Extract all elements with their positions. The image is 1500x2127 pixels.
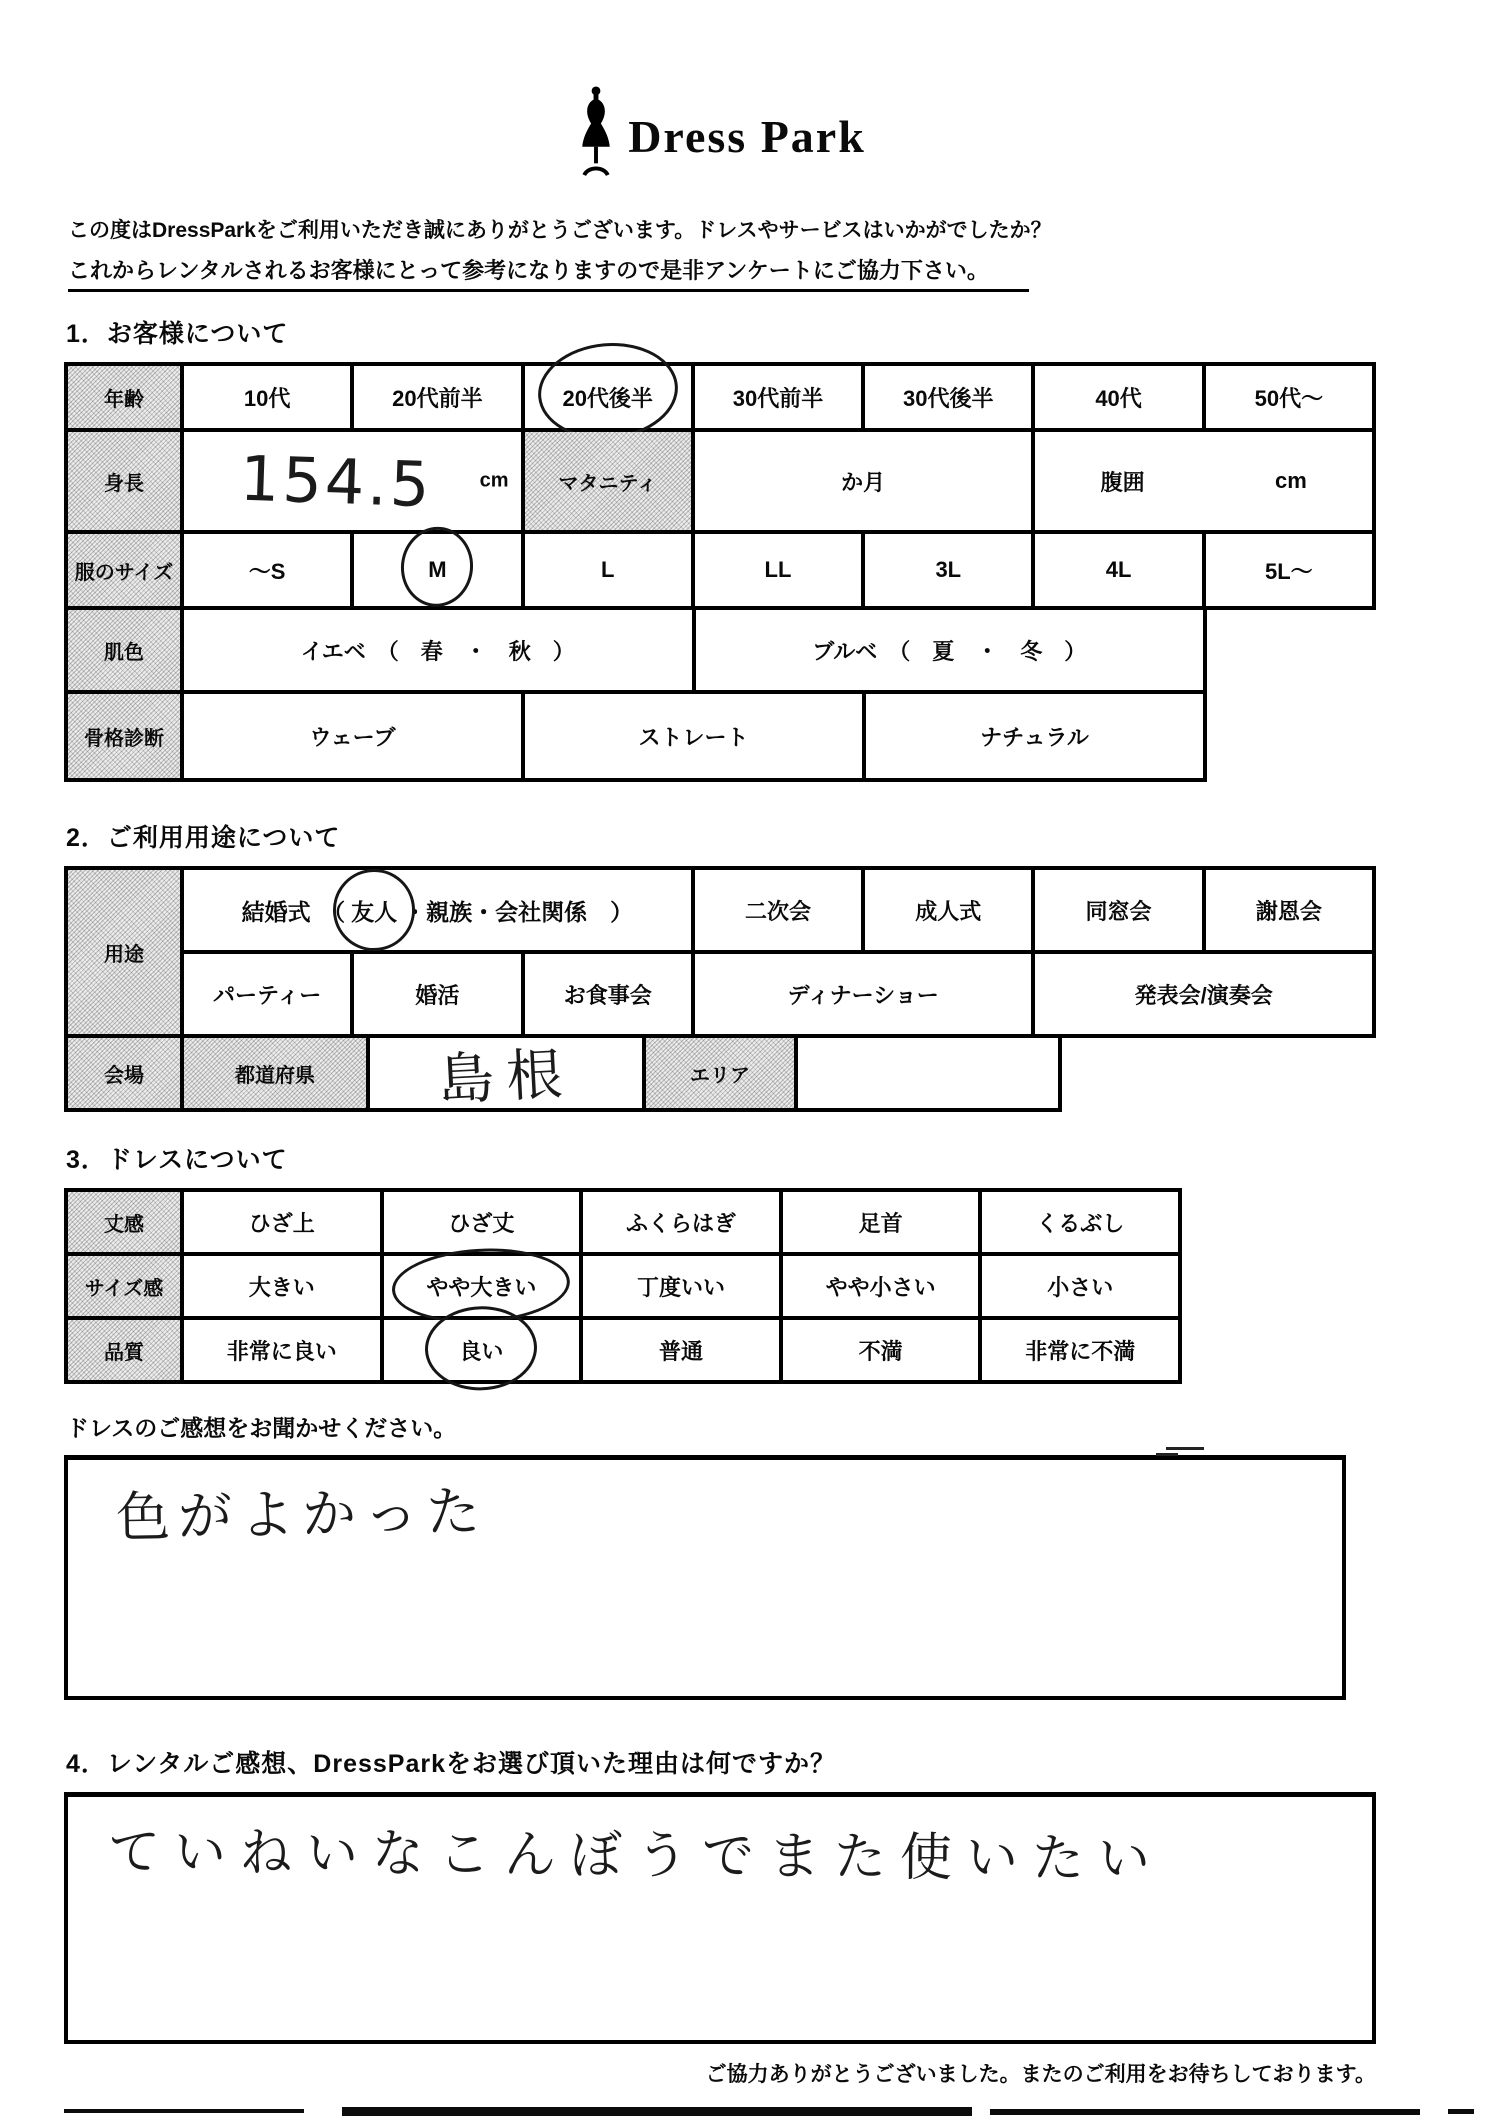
scan-artifact-mark <box>1156 1453 1178 1456</box>
fit-option: やや小さい <box>783 1256 979 1316</box>
age-option: 40代 <box>1035 366 1201 428</box>
scan-artifact-bar <box>64 2109 304 2113</box>
frame-label: 骨格診断 <box>68 694 180 778</box>
dress-comment-prompt: ドレスのご感想をお聞かせください。 <box>66 1415 457 1441</box>
size-option: 5L～ <box>1206 534 1372 606</box>
fit-option: やや大きい <box>384 1256 580 1316</box>
height-row <box>64 428 1376 534</box>
purpose-option: ディナーショー <box>695 954 1032 1034</box>
maternity-label: マタニティ <box>525 432 691 530</box>
prefecture-label: 都道府県 <box>184 1038 366 1108</box>
fit-option: 大きい <box>184 1256 380 1316</box>
age-option: 20代前半 <box>354 366 520 428</box>
length-option: ひざ丈 <box>384 1192 580 1252</box>
skin-row <box>64 606 1207 694</box>
venue-label: 会場 <box>68 1038 180 1108</box>
skin-option: イエベ （ 春 ・ 秋 ） <box>184 610 692 690</box>
section-4-heading: 4．レンタルご感想、DressParkをお選び頂いた理由は何ですか？ <box>66 1750 836 1778</box>
length-row <box>64 1188 1182 1256</box>
purpose-label: 用途 <box>68 870 180 1034</box>
quality-option: 非常に良い <box>184 1320 380 1380</box>
dress-comment-handwritten: 色がよかった <box>115 1479 489 1550</box>
age-row <box>64 362 1376 432</box>
frame-option: ウェーブ <box>184 694 521 778</box>
quality-row <box>64 1316 1182 1384</box>
rental-comment-handwritten: ていねいなこんぼうでまた使いたい <box>107 1822 1165 1890</box>
skin-option: ブルベ （ 夏 ・ 冬 ） <box>696 610 1204 690</box>
age-option: 50代～ <box>1206 366 1372 428</box>
age-option: 10代 <box>184 366 350 428</box>
scan-artifact-bar <box>990 2109 1420 2115</box>
purpose-option: 婚活 <box>354 954 520 1034</box>
size-row <box>64 530 1376 610</box>
fit-row <box>64 1252 1182 1320</box>
section-3-heading: 3．ドレスについて <box>66 1146 288 1174</box>
area-value-cell <box>798 1038 1058 1108</box>
quality-option: 非常に不満 <box>982 1320 1178 1380</box>
intro-line-2: これからレンタルされるお客様にとって参考になりますので是非アンケートにご協力下さい。 <box>68 254 1029 292</box>
length-label: 丈感 <box>68 1192 180 1252</box>
maternity-months-label: か月 <box>695 432 1032 530</box>
prefecture-value-cell <box>370 1038 642 1114</box>
frame-option: ナチュラル <box>866 694 1203 778</box>
area-label: エリア <box>646 1038 794 1108</box>
frame-option: ストレート <box>525 694 862 778</box>
frame-row <box>64 690 1207 782</box>
wedding-suffix: ・親族・会社関係 ） <box>403 898 634 925</box>
section-2-heading: 2．ご利用用途について <box>66 824 341 852</box>
height-label: 身長 <box>68 432 180 530</box>
age-label: 年齢 <box>68 366 180 428</box>
fit-option: 丁度いい <box>583 1256 779 1316</box>
length-option: ふくらはぎ <box>583 1192 779 1252</box>
size-option: M <box>354 534 520 606</box>
waist-label: 腹囲 <box>1100 469 1145 495</box>
brand-text: Dress Park <box>628 110 866 162</box>
scan-artifact-bar <box>1448 2109 1474 2114</box>
prefecture-value-handwritten: 島根 <box>436 1041 576 1114</box>
fit-option: 小さい <box>982 1256 1178 1316</box>
waist-unit: cm <box>1275 468 1307 493</box>
length-option: ひざ上 <box>184 1192 380 1252</box>
purpose-table <box>64 866 1376 1038</box>
intro-line-1: この度はDressParkをご利用いただき誠にありがとうございます。ドレスやサービスはいかがでしたか？ <box>68 219 1052 242</box>
venue-row <box>64 1034 1062 1112</box>
wedding-circled-text: 友人 <box>345 894 403 927</box>
purpose-option: 同窓会 <box>1035 870 1201 950</box>
size-option: 4L <box>1035 534 1201 606</box>
length-option: くるぶし <box>982 1192 1178 1252</box>
size-option: L <box>525 534 691 606</box>
fit-label: サイズ感 <box>68 1256 180 1316</box>
quality-label: 品質 <box>68 1320 180 1380</box>
quality-option: 不満 <box>783 1320 979 1380</box>
rental-comment-box <box>64 1792 1376 2044</box>
purpose-option: 謝恩会 <box>1206 870 1372 950</box>
height-value-cell <box>184 432 521 530</box>
scan-artifact-bar <box>342 2107 972 2116</box>
purpose-option: 発表会/演奏会 <box>1035 954 1372 1034</box>
height-unit: cm <box>479 469 509 492</box>
age-option: 30代後半 <box>865 366 1031 428</box>
age-option: 30代前半 <box>695 366 861 428</box>
logo <box>64 84 1376 180</box>
purpose-option-wedding <box>184 870 691 950</box>
purpose-option: 成人式 <box>865 870 1031 950</box>
footer-thanks: ご協力ありがとうございました。またのご利用をお待ちしております。 <box>705 2063 1376 2086</box>
purpose-option: お食事会 <box>525 954 691 1034</box>
size-option: 3L <box>865 534 1031 606</box>
scan-artifact-mark <box>1166 1447 1204 1450</box>
size-label: 服のサイズ <box>68 534 180 606</box>
wedding-prefix: 結婚式 （ <box>241 898 346 925</box>
section-1-heading: 1．お客様について <box>66 320 289 348</box>
height-value-handwritten: 154.5 <box>238 441 434 521</box>
purpose-option: パーティー <box>184 954 350 1034</box>
dress-comment-box <box>64 1455 1346 1700</box>
quality-option: 普通 <box>583 1320 779 1380</box>
waist-cell <box>1035 432 1372 530</box>
length-option: 足首 <box>783 1192 979 1252</box>
purpose-option: 二次会 <box>695 870 861 950</box>
age-option: 20代後半 <box>525 366 691 428</box>
skin-label: 肌色 <box>68 610 180 690</box>
size-option: LL <box>695 534 861 606</box>
size-option: ～S <box>184 534 350 606</box>
dress-form-icon <box>574 85 618 179</box>
quality-option: 良い <box>384 1320 580 1380</box>
